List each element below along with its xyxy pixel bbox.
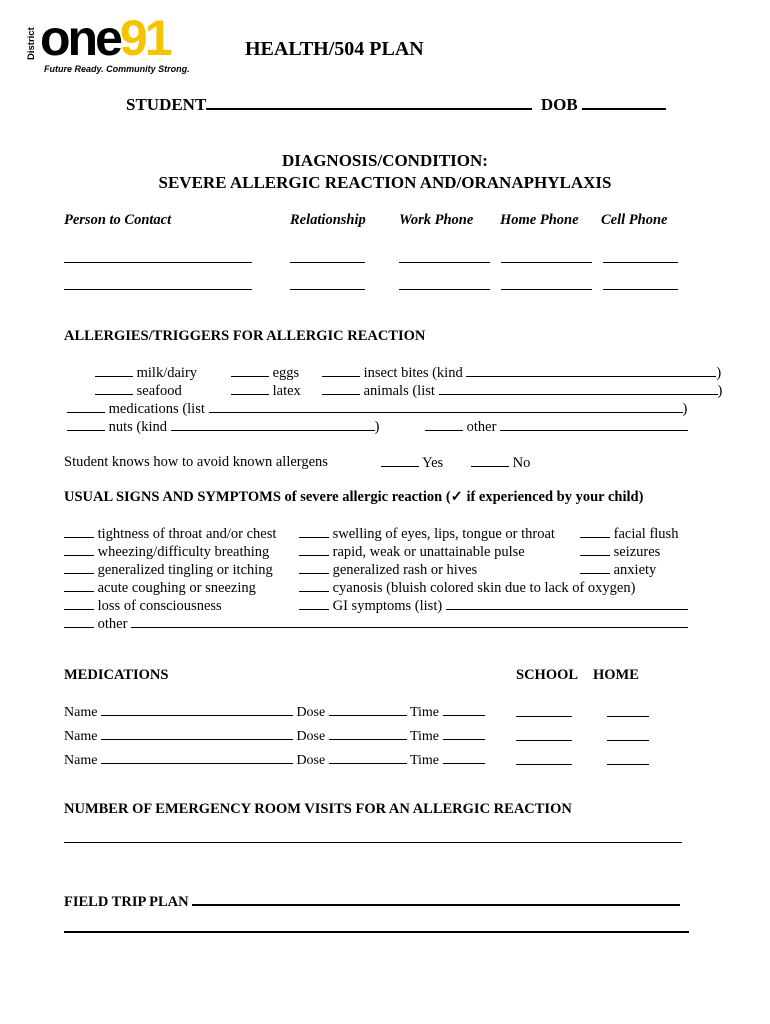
symptom-check-field[interactable] <box>299 543 329 556</box>
contact2-work-field[interactable] <box>399 289 490 290</box>
header-relationship: Relationship <box>290 212 366 228</box>
med-school-field[interactable] <box>516 740 572 741</box>
dob-label: DOB <box>540 95 578 114</box>
er-visits-heading: NUMBER OF EMERGENCY ROOM VISITS FOR AN ALLERGIC REACTION <box>64 801 572 817</box>
symptom-item: seizures <box>580 543 660 561</box>
contact2-person-field[interactable] <box>64 289 252 290</box>
header-cell-phone: Cell Phone <box>601 212 668 228</box>
contact2-relationship-field[interactable] <box>290 289 365 290</box>
symptom-item: wheezing/difficulty breathing <box>64 543 269 561</box>
home-header: HOME <box>593 667 639 683</box>
student-label: STUDENT <box>126 95 207 114</box>
allergy-nuts: nuts (kind ) <box>67 418 380 436</box>
symptom-item: rapid, weak or unattainable pulse <box>299 543 525 561</box>
allergy-milk: milk/dairy <box>95 364 197 382</box>
symptom-item: tightness of throat and/or chest <box>64 525 276 543</box>
nuts-kind-field[interactable] <box>171 418 375 431</box>
animals-list-field[interactable] <box>439 382 718 395</box>
med-time-field[interactable] <box>443 703 485 716</box>
header-home-phone: Home Phone <box>500 212 579 228</box>
contact2-cell-field[interactable] <box>603 289 678 290</box>
symptom-item: generalized rash or hives <box>299 561 477 579</box>
med-time-field[interactable] <box>443 751 485 764</box>
symptom-item: acute coughing or sneezing <box>64 579 256 597</box>
med-dose-field[interactable] <box>329 751 407 764</box>
contact1-work-field[interactable] <box>399 262 490 263</box>
med-school-field[interactable] <box>516 716 572 717</box>
allergy-seafood: seafood <box>95 382 182 400</box>
symptom-check-field[interactable] <box>580 525 610 538</box>
other-check-field[interactable] <box>425 418 463 431</box>
medications-heading: MEDICATIONS <box>64 667 169 683</box>
avoid-yes: Yes <box>381 454 443 472</box>
med-home-field[interactable] <box>607 764 649 765</box>
medication-row: Name Dose Time <box>64 703 485 721</box>
nuts-check-field[interactable] <box>67 418 105 431</box>
school-header: SCHOOL <box>516 667 579 683</box>
insect-check-field[interactable] <box>322 364 360 377</box>
allergy-eggs: eggs <box>231 364 299 382</box>
symptom-item: generalized tingling or itching <box>64 561 273 579</box>
symptom-check-field[interactable] <box>64 615 94 628</box>
student-name-field[interactable] <box>206 94 532 110</box>
seafood-check-field[interactable] <box>95 382 133 395</box>
symptom-check-field[interactable] <box>580 543 610 556</box>
header-person: Person to Contact <box>64 212 172 228</box>
allergy-other: other <box>425 418 688 436</box>
symptom-check-field[interactable] <box>299 525 329 538</box>
symptom-check-field[interactable] <box>299 561 329 574</box>
avoid-allergens-text: Student knows how to avoid known allergens <box>64 454 328 470</box>
page-title: HEALTH/504 PLAN <box>245 38 424 60</box>
diagnosis-heading <box>0 150 770 194</box>
medication-row: Name Dose Time <box>64 751 485 769</box>
avoid-no: No <box>471 454 530 472</box>
symptom-check-field[interactable] <box>299 597 329 610</box>
symptom-check-field[interactable] <box>580 561 610 574</box>
avoid-yes-field[interactable] <box>381 454 419 467</box>
symptom-check-field[interactable] <box>299 579 329 592</box>
contact1-person-field[interactable] <box>64 262 252 263</box>
allergy-animals: animals (list ) <box>322 382 722 400</box>
allergies-heading: ALLERGIES/TRIGGERS FOR ALLERGIC REACTION <box>64 328 426 344</box>
symptom-item: loss of consciousness <box>64 597 222 615</box>
diagnosis-line1: DIAGNOSIS/CONDITION: <box>282 151 488 170</box>
animals-check-field[interactable] <box>322 382 360 395</box>
contact1-cell-field[interactable] <box>603 262 678 263</box>
allergy-medications: medications (list ) <box>67 400 687 418</box>
symptom-item: anxiety <box>580 561 656 579</box>
logo-district-label: District <box>26 27 37 60</box>
symptom-check-field[interactable] <box>64 597 94 610</box>
allergy-insect: insect bites (kind ) <box>322 364 721 382</box>
med-home-field[interactable] <box>607 716 649 717</box>
symptom-check-field[interactable] <box>64 543 94 556</box>
student-row <box>126 94 666 115</box>
med-school-field[interactable] <box>516 764 572 765</box>
symptom-check-field[interactable] <box>64 579 94 592</box>
field-trip-heading: FIELD TRIP PLAN <box>64 890 680 911</box>
symptoms-heading: USUAL SIGNS AND SYMPTOMS of severe allergic reaction (✓ if experienced by your child) <box>64 489 644 505</box>
milk-check-field[interactable] <box>95 364 133 377</box>
logo-wordmark: one91 <box>40 10 170 66</box>
symptom-check-field[interactable] <box>64 561 94 574</box>
checkmark-icon: ✓ <box>450 489 463 505</box>
diagnosis-line2: SEVERE ALLERGIC REACTION AND/ORANAPHYLAXIS <box>158 173 612 192</box>
med-home-field[interactable] <box>607 740 649 741</box>
insect-kind-field[interactable] <box>466 364 716 377</box>
field-trip-field[interactable] <box>192 890 680 906</box>
symptom-check-field[interactable] <box>64 525 94 538</box>
med-time-field[interactable] <box>443 727 485 740</box>
allergy-latex: latex <box>231 382 301 400</box>
med-dose-field[interactable] <box>329 703 407 716</box>
med-dose-field[interactable] <box>329 727 407 740</box>
other-allergy-field[interactable] <box>500 418 688 431</box>
latex-check-field[interactable] <box>231 382 269 395</box>
symptom-item: swelling of eyes, lips, tongue or throat <box>299 525 555 543</box>
field-trip-line2[interactable] <box>64 931 689 933</box>
er-visits-field[interactable] <box>64 842 682 843</box>
eggs-check-field[interactable] <box>231 364 269 377</box>
symptom-item: cyanosis (bluish colored skin due to lack of oxygen) <box>299 579 635 597</box>
medication-row: Name Dose Time <box>64 727 485 745</box>
med-name-field[interactable] <box>101 727 293 740</box>
logo-tagline: Future Ready. Community Strong. <box>44 64 190 74</box>
med-name-field[interactable] <box>101 703 293 716</box>
header-work-phone: Work Phone <box>399 212 474 228</box>
contact2-home-field[interactable] <box>501 289 592 290</box>
symptom-gi: GI symptoms (list) <box>299 597 688 615</box>
avoid-no-field[interactable] <box>471 454 509 467</box>
gi-symptoms-field[interactable] <box>446 597 688 610</box>
dob-field[interactable] <box>582 94 666 110</box>
medications-check-field[interactable] <box>67 400 105 413</box>
med-name-field[interactable] <box>101 751 293 764</box>
contact1-home-field[interactable] <box>501 262 592 263</box>
symptom-item: facial flush <box>580 525 678 543</box>
symptom-other: other <box>64 615 688 633</box>
symptom-other-field[interactable] <box>131 615 688 628</box>
medications-list-field[interactable] <box>209 400 683 413</box>
contact1-relationship-field[interactable] <box>290 262 365 263</box>
